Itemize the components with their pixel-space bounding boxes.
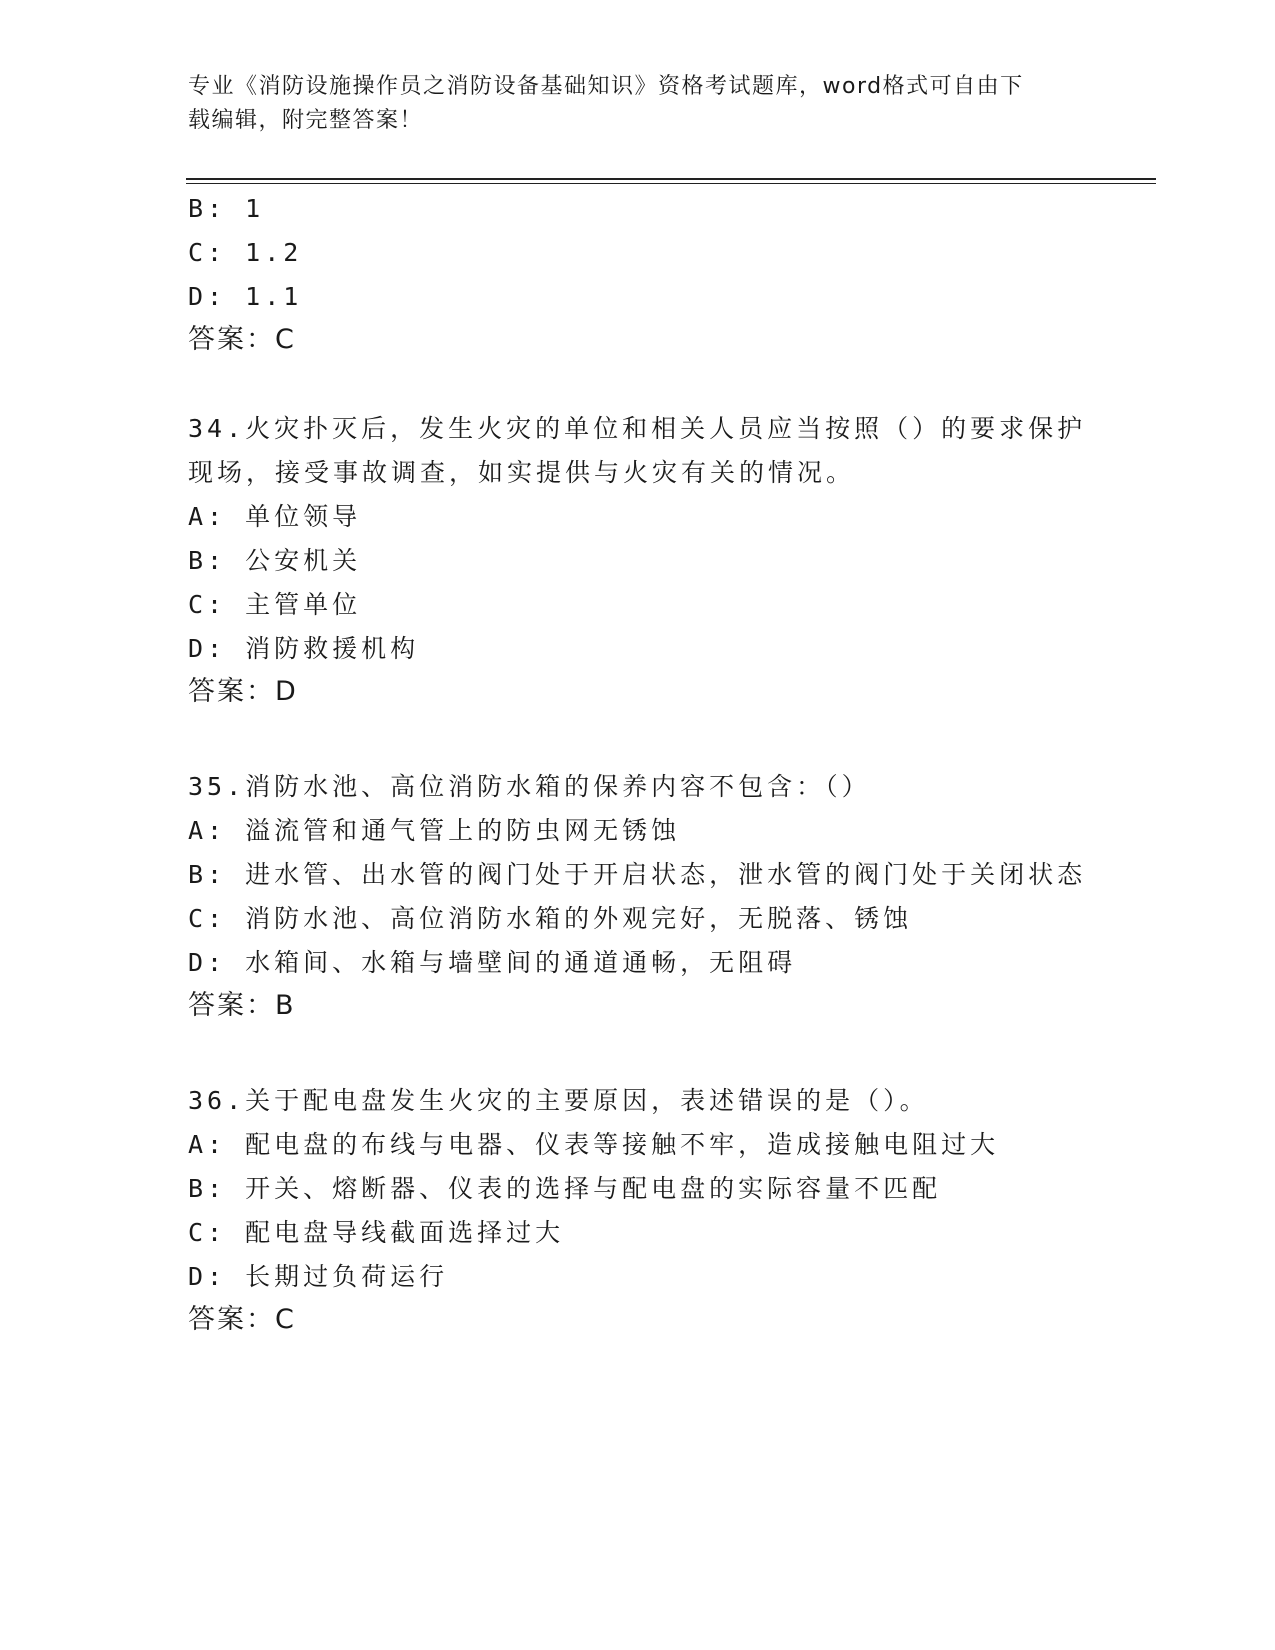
q35-option-c: C: 消防水池、高位消防水箱的外观完好，无脱落、锈蚀 — [188, 904, 913, 933]
q35-option-d: D: 水箱间、水箱与墙壁间的通道通畅，无阻碍 — [188, 948, 797, 977]
q34-stem-line-2: 现场，接受事故调查，如实提供与火灾有关的情况。 — [188, 458, 856, 487]
q35-option-b: B: 进水管、出水管的阀门处于开启状态，泄水管的阀门处于关闭状态 — [188, 860, 1087, 889]
q34-answer: 答案：D — [188, 676, 298, 707]
q34-stem-line-1: 34.火灾扑灭后，发生火灾的单位和相关人员应当按照（）的要求保护 — [188, 414, 1087, 443]
q34-option-b: B: 公安机关 — [188, 546, 362, 575]
q36-option-b: B: 开关、熔断器、仪表的选择与配电盘的实际容量不匹配 — [188, 1174, 942, 1203]
q33-option-d: D: 1.1 — [188, 282, 303, 311]
q33-answer: 答案：C — [188, 324, 296, 355]
document-header — [188, 70, 1088, 138]
q36-option-c: C: 配电盘导线截面选择过大 — [188, 1218, 565, 1247]
header-line-1: 专业《消防设施操作员之消防设备基础知识》资格考试题库，word格式可自由下 — [188, 74, 1024, 99]
q35-option-a: A: 溢流管和通气管上的防虫网无锈蚀 — [188, 816, 681, 845]
header-divider-thin — [186, 183, 1156, 184]
q33-option-b: B: 1 — [188, 194, 265, 223]
q34-option-a: A: 单位领导 — [188, 502, 362, 531]
q36-answer: 答案：C — [188, 1304, 296, 1335]
q36-option-a: A: 配电盘的布线与电器、仪表等接触不牢，造成接触电阻过大 — [188, 1130, 1000, 1159]
header-line-2: 载编辑，附完整答案！ — [188, 108, 424, 133]
q35-stem-line-1: 35.消防水池、高位消防水箱的保养内容不包含：（） — [188, 772, 871, 801]
q36-stem-line-1: 36.关于配电盘发生火灾的主要原因，表述错误的是（）。 — [188, 1086, 929, 1115]
q34-option-d: D: 消防救援机构 — [188, 634, 420, 663]
q34-option-c: C: 主管单位 — [188, 590, 362, 619]
q36-option-d: D: 长期过负荷运行 — [188, 1262, 449, 1291]
header-divider — [186, 178, 1156, 180]
q35-answer: 答案：B — [188, 990, 296, 1021]
q33-option-c: C: 1.2 — [188, 238, 303, 267]
